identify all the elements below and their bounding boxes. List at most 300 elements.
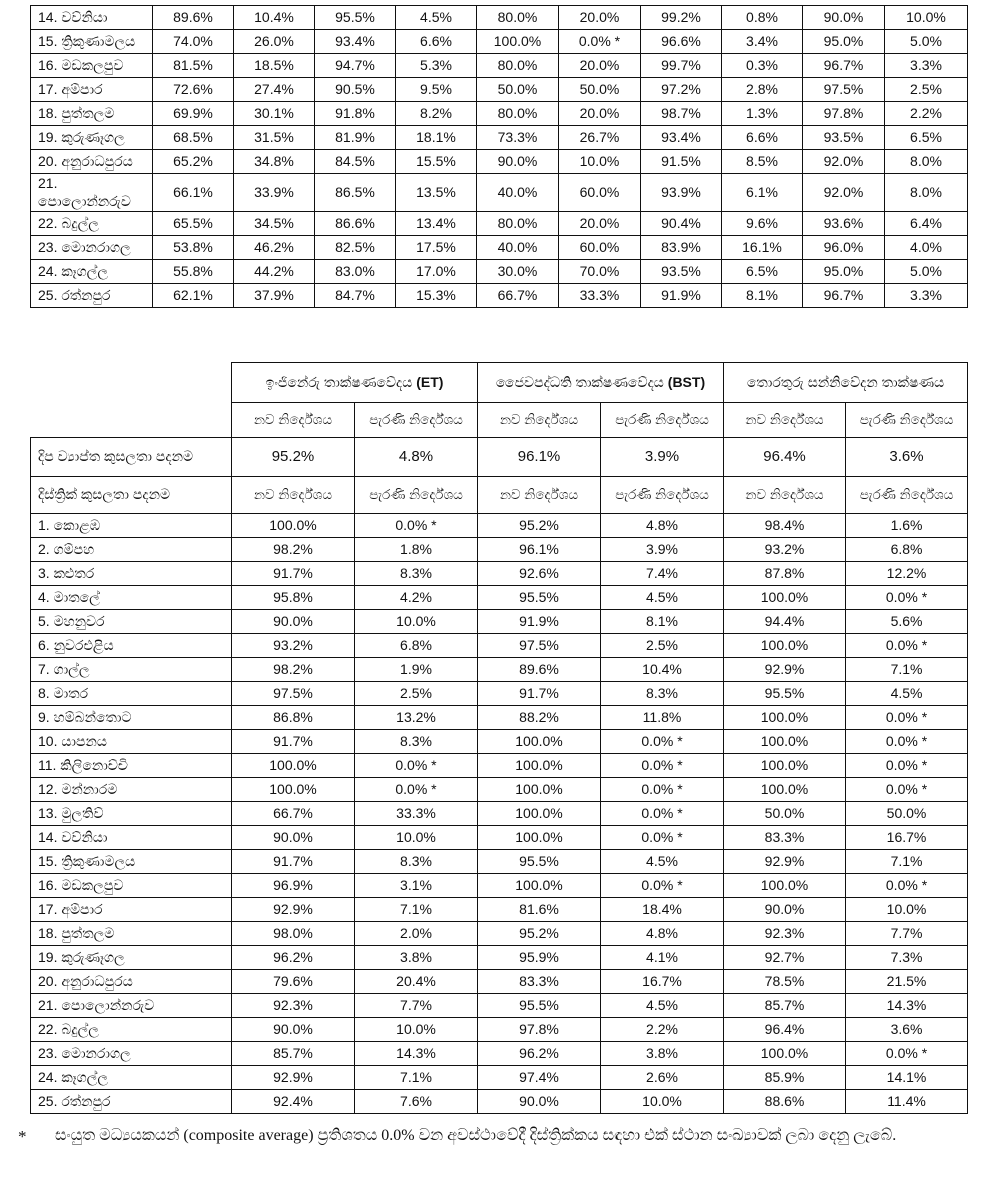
percentage-cell: 60.0% [559, 236, 641, 260]
percentage-cell: 33.9% [234, 174, 315, 212]
percentage-cell: 92.4% [232, 1090, 355, 1114]
percentage-cell: 7.3% [846, 946, 968, 970]
percentage-cell: 92.6% [478, 562, 601, 586]
percentage-cell: 90.0% [803, 6, 885, 30]
percentage-cell: 26.7% [559, 126, 641, 150]
percentage-cell: 10.0% [355, 826, 478, 850]
percentage-cell: 96.7% [803, 54, 885, 78]
district-name-cell: 11. කිලිනොච්චි [31, 754, 232, 778]
percentage-cell: 95.2% [478, 514, 601, 538]
percentage-cell: 6.6% [396, 30, 477, 54]
table-row [31, 610, 968, 634]
percentage-cell: 15.3% [396, 284, 477, 308]
percentage-cell: 88.6% [724, 1090, 846, 1114]
group-name: තොරතුරු සන්නිවේදන තාක්ෂණය [746, 373, 945, 390]
percentage-cell: 95.5% [478, 850, 601, 874]
table-row [31, 658, 968, 682]
district-name-cell: 8. මාතර [31, 682, 232, 706]
percentage-cell: 95.5% [478, 586, 601, 610]
percentage-cell: 0.0% * [601, 754, 724, 778]
district-name-cell: 18. පුත්තලම [31, 102, 153, 126]
percentage-cell: 91.8% [315, 102, 396, 126]
percentage-cell: 100.0% [232, 778, 355, 802]
district-name-cell: 14. වව්නියා [31, 6, 153, 30]
percentage-cell: 3.3% [885, 284, 968, 308]
percentage-cell: 8.1% [722, 284, 803, 308]
district-name-cell: 14. වව්නියා [31, 826, 232, 850]
percentage-cell: 90.0% [724, 898, 846, 922]
table-row [31, 634, 968, 658]
percentage-cell: 50.0% [477, 78, 559, 102]
district-name-cell: 17. අම්පාර [31, 898, 232, 922]
percentage-cell: 10.4% [234, 6, 315, 30]
percentage-cell: 73.3% [477, 126, 559, 150]
table-row [31, 260, 968, 284]
percentage-cell: 0.0% * [846, 754, 968, 778]
percentage-cell: 16.7% [601, 970, 724, 994]
percentage-cell: 97.4% [478, 1066, 601, 1090]
percentage-cell: 97.5% [478, 634, 601, 658]
percentage-cell: 100.0% [724, 754, 846, 778]
percentage-cell: 96.2% [478, 1042, 601, 1066]
percentage-cell: 5.0% [885, 260, 968, 284]
percentage-cell: 100.0% [478, 874, 601, 898]
percentage-cell: 85.9% [724, 1066, 846, 1090]
district-name-cell: 10. යාපනය [31, 730, 232, 754]
subheader-new-syllabus: නව නිර්දේශය [724, 403, 846, 438]
percentage-cell: 70.0% [559, 260, 641, 284]
percentage-cell: 13.2% [355, 706, 478, 730]
percentage-cell: 50.0% [559, 78, 641, 102]
percentage-cell: 6.6% [722, 126, 803, 150]
subheader-old-syllabus: පැරණි නිර්දේශය [355, 403, 478, 438]
percentage-cell: 10.0% [355, 1018, 478, 1042]
percentage-cell: 100.0% [478, 802, 601, 826]
percentage-cell: 96.1% [478, 538, 601, 562]
table-row [31, 826, 968, 850]
lower-table-body [31, 514, 968, 1114]
percentage-cell: 20.0% [559, 212, 641, 236]
percentage-cell: 40.0% [477, 174, 559, 212]
percentage-cell: 2.2% [601, 1018, 724, 1042]
lower-table-header-body [31, 363, 968, 514]
district-name-cell: 15. ත්‍රිකුණාමලය [31, 850, 232, 874]
percentage-cell: 7.7% [846, 922, 968, 946]
percentage-cell: 5.3% [396, 54, 477, 78]
percentage-cell: 92.9% [724, 850, 846, 874]
subheader-new-syllabus: නව නිර්දේශය [724, 477, 846, 514]
percentage-cell: 20.0% [559, 102, 641, 126]
table-row [31, 1042, 968, 1066]
percentage-cell: 40.0% [477, 236, 559, 260]
footnote-asterisk: * [18, 1127, 27, 1146]
header-blank-cell [31, 363, 232, 438]
subheader-new-syllabus: නව නිර්දේශය [478, 403, 601, 438]
district-name-cell: 25. රත්නපුර [31, 284, 153, 308]
district-name-cell: 21. පොලොන්නරුව [31, 174, 153, 212]
district-name-cell: 5. මහනුවර [31, 610, 232, 634]
percentage-cell: 1.3% [722, 102, 803, 126]
group-header-row [31, 363, 968, 403]
percentage-cell: 14.1% [846, 1066, 968, 1090]
district-name-cell: 16. මඩකලපුව [31, 54, 153, 78]
percentage-cell: 86.5% [315, 174, 396, 212]
percentage-cell: 90.0% [477, 150, 559, 174]
percentage-cell: 4.2% [355, 586, 478, 610]
table-row [31, 850, 968, 874]
percentage-cell: 15.5% [396, 150, 477, 174]
subheader-new-syllabus: නව නිර්දේශය [232, 477, 355, 514]
percentage-cell: 3.3% [885, 54, 968, 78]
percentage-cell: 92.9% [724, 658, 846, 682]
percentage-cell: 96.1% [478, 438, 601, 477]
subheader-old-syllabus: පැරණි නිර්දේශය [355, 477, 478, 514]
table-row [31, 898, 968, 922]
percentage-cell: 88.2% [478, 706, 601, 730]
percentage-cell: 2.6% [601, 1066, 724, 1090]
percentage-cell: 13.4% [396, 212, 477, 236]
district-name-cell: 4. මාතලේ [31, 586, 232, 610]
percentage-cell: 11.4% [846, 1090, 968, 1114]
percentage-cell: 18.4% [601, 898, 724, 922]
percentage-cell: 100.0% [478, 778, 601, 802]
percentage-cell: 8.2% [396, 102, 477, 126]
percentage-cell: 96.0% [803, 236, 885, 260]
percentage-cell: 6.4% [885, 212, 968, 236]
district-name-cell: 6. නුවරඑළිය [31, 634, 232, 658]
percentage-cell: 99.2% [641, 6, 722, 30]
percentage-cell: 46.2% [234, 236, 315, 260]
percentage-cell: 34.8% [234, 150, 315, 174]
percentage-cell: 3.4% [722, 30, 803, 54]
percentage-cell: 8.0% [885, 174, 968, 212]
table-row [31, 54, 968, 78]
subheader-old-syllabus: පැරණි නිර්දේශය [601, 477, 724, 514]
percentage-cell: 4.1% [601, 946, 724, 970]
percentage-cell: 98.0% [232, 922, 355, 946]
upper-results-table [30, 5, 968, 308]
percentage-cell: 91.9% [478, 610, 601, 634]
percentage-cell: 7.1% [355, 898, 478, 922]
percentage-cell: 100.0% [724, 706, 846, 730]
percentage-cell: 7.1% [846, 658, 968, 682]
table-row [31, 102, 968, 126]
percentage-cell: 91.9% [641, 284, 722, 308]
percentage-cell: 83.3% [478, 970, 601, 994]
percentage-cell: 93.5% [803, 126, 885, 150]
percentage-cell: 92.9% [232, 1066, 355, 1090]
percentage-cell: 91.7% [232, 562, 355, 586]
percentage-cell: 90.5% [315, 78, 396, 102]
percentage-cell: 60.0% [559, 174, 641, 212]
percentage-cell: 18.5% [234, 54, 315, 78]
percentage-cell: 8.3% [355, 850, 478, 874]
table-row [31, 1066, 968, 1090]
percentage-cell: 97.5% [803, 78, 885, 102]
district-name-cell: 15. ත්‍රිකුණාමලය [31, 30, 153, 54]
district-name-cell: 24. කෑගල්ල [31, 260, 153, 284]
district-name-cell: 22. බදුල්ල [31, 1018, 232, 1042]
district-name-cell: 13. මුලතිව් [31, 802, 232, 826]
percentage-cell: 16.7% [846, 826, 968, 850]
table-row [31, 706, 968, 730]
percentage-cell: 27.4% [234, 78, 315, 102]
percentage-cell: 93.6% [803, 212, 885, 236]
district-name-cell: 23. මොනරාගල [31, 236, 153, 260]
district-name-cell: 25. රත්නපුර [31, 1090, 232, 1114]
percentage-cell: 62.1% [153, 284, 234, 308]
percentage-cell: 83.0% [315, 260, 396, 284]
percentage-cell: 8.5% [722, 150, 803, 174]
islandwide-label: දිප ව්‍යාප්ත කුසලතා පදනම [31, 438, 232, 477]
percentage-cell: 95.5% [315, 6, 396, 30]
percentage-cell: 10.0% [885, 6, 968, 30]
percentage-cell: 53.8% [153, 236, 234, 260]
district-name-cell: 7. ගාල්ල [31, 658, 232, 682]
percentage-cell: 86.8% [232, 706, 355, 730]
district-basis-label: දිස්ත්‍රික් කුසලතා පදනම [31, 477, 232, 514]
table-row [31, 754, 968, 778]
percentage-cell: 82.5% [315, 236, 396, 260]
percentage-cell: 83.9% [641, 236, 722, 260]
district-name-cell: 19. කුරුණෑගල [31, 126, 153, 150]
table-row [31, 284, 968, 308]
percentage-cell: 93.2% [724, 538, 846, 562]
percentage-cell: 3.8% [601, 1042, 724, 1066]
percentage-cell: 84.7% [315, 284, 396, 308]
percentage-cell: 20.4% [355, 970, 478, 994]
percentage-cell: 0.0% * [846, 874, 968, 898]
percentage-cell: 4.5% [601, 994, 724, 1018]
district-name-cell: 24. කෑගල්ල [31, 1066, 232, 1090]
percentage-cell: 4.0% [885, 236, 968, 260]
group-code: (ET) [416, 373, 444, 390]
percentage-cell: 95.2% [232, 438, 355, 477]
percentage-cell: 100.0% [724, 730, 846, 754]
percentage-cell: 100.0% [232, 514, 355, 538]
subheader-new-syllabus: නව නිර්දේශය [478, 477, 601, 514]
footnote [18, 1122, 948, 1152]
percentage-cell: 93.5% [641, 260, 722, 284]
percentage-cell: 3.9% [601, 438, 724, 477]
percentage-cell: 97.5% [232, 682, 355, 706]
percentage-cell: 30.0% [477, 260, 559, 284]
group-header-et [232, 363, 478, 403]
percentage-cell: 79.6% [232, 970, 355, 994]
percentage-cell: 66.7% [232, 802, 355, 826]
percentage-cell: 8.0% [885, 150, 968, 174]
percentage-cell: 12.2% [846, 562, 968, 586]
percentage-cell: 4.5% [601, 586, 724, 610]
percentage-cell: 7.7% [355, 994, 478, 1018]
percentage-cell: 3.1% [355, 874, 478, 898]
district-name-cell: 21. පොලොන්නරුව [31, 994, 232, 1018]
table-row [31, 30, 968, 54]
percentage-cell: 98.2% [232, 658, 355, 682]
percentage-cell: 66.1% [153, 174, 234, 212]
percentage-cell: 91.7% [478, 682, 601, 706]
percentage-cell: 99.7% [641, 54, 722, 78]
percentage-cell: 92.9% [232, 898, 355, 922]
percentage-cell: 0.0% * [846, 586, 968, 610]
percentage-cell: 81.6% [478, 898, 601, 922]
subheader-new-syllabus: නව නිර්දේශය [232, 403, 355, 438]
district-name-cell: 20. අනුරාධපුරය [31, 150, 153, 174]
percentage-cell: 9.6% [722, 212, 803, 236]
percentage-cell: 34.5% [234, 212, 315, 236]
percentage-cell: 30.1% [234, 102, 315, 126]
district-name-cell: 9. හම්බන්තොට [31, 706, 232, 730]
percentage-cell: 6.1% [722, 174, 803, 212]
percentage-cell: 94.7% [315, 54, 396, 78]
percentage-cell: 100.0% [232, 754, 355, 778]
percentage-cell: 2.0% [355, 922, 478, 946]
percentage-cell: 7.6% [355, 1090, 478, 1114]
percentage-cell: 8.3% [601, 682, 724, 706]
percentage-cell: 3.8% [355, 946, 478, 970]
percentage-cell: 0.0% * [846, 706, 968, 730]
percentage-cell: 80.0% [477, 6, 559, 30]
percentage-cell: 13.5% [396, 174, 477, 212]
percentage-cell: 6.8% [355, 634, 478, 658]
percentage-cell: 9.5% [396, 78, 477, 102]
percentage-cell: 6.5% [885, 126, 968, 150]
percentage-cell: 37.9% [234, 284, 315, 308]
percentage-cell: 85.7% [232, 1042, 355, 1066]
percentage-cell: 0.0% * [559, 30, 641, 54]
district-name-cell: 18. පුත්තලම [31, 922, 232, 946]
percentage-cell: 95.8% [232, 586, 355, 610]
table-row [31, 174, 968, 212]
percentage-cell: 18.1% [396, 126, 477, 150]
percentage-cell: 33.3% [355, 802, 478, 826]
percentage-cell: 20.0% [559, 6, 641, 30]
percentage-cell: 96.7% [803, 284, 885, 308]
percentage-cell: 4.8% [601, 922, 724, 946]
percentage-cell: 10.4% [601, 658, 724, 682]
district-name-cell: 19. කුරුණෑගල [31, 946, 232, 970]
percentage-cell: 66.7% [477, 284, 559, 308]
percentage-cell: 92.0% [803, 150, 885, 174]
percentage-cell: 100.0% [478, 826, 601, 850]
district-name-cell: 12. මන්නාරම [31, 778, 232, 802]
percentage-cell: 93.4% [641, 126, 722, 150]
percentage-cell: 80.0% [477, 102, 559, 126]
percentage-cell: 90.0% [232, 610, 355, 634]
percentage-cell: 10.0% [846, 898, 968, 922]
percentage-cell: 14.3% [846, 994, 968, 1018]
percentage-cell: 65.5% [153, 212, 234, 236]
percentage-cell: 44.2% [234, 260, 315, 284]
district-name-cell: 20. අනුරාධපුරය [31, 970, 232, 994]
district-basis-header-row [31, 477, 968, 514]
percentage-cell: 95.2% [478, 922, 601, 946]
percentage-cell: 16.1% [722, 236, 803, 260]
percentage-cell: 0.0% * [601, 802, 724, 826]
percentage-cell: 0.0% * [355, 754, 478, 778]
percentage-cell: 97.8% [803, 102, 885, 126]
table-row [31, 1018, 968, 1042]
percentage-cell: 100.0% [478, 754, 601, 778]
percentage-cell: 17.0% [396, 260, 477, 284]
percentage-cell: 31.5% [234, 126, 315, 150]
percentage-cell: 92.3% [232, 994, 355, 1018]
percentage-cell: 68.5% [153, 126, 234, 150]
percentage-cell: 26.0% [234, 30, 315, 54]
percentage-cell: 65.2% [153, 150, 234, 174]
percentage-cell: 0.0% * [601, 778, 724, 802]
percentage-cell: 100.0% [724, 874, 846, 898]
district-name-cell: 22. බදුල්ල [31, 212, 153, 236]
percentage-cell: 4.5% [396, 6, 477, 30]
footnote-text: සංයුත මධ්‍යයකයන් (composite average) ප්‍රතිශතය 0.0% වන අවස්ථාවේදී දිස්ත්‍රික්කය සඳහා එක් ස්ථාන සංඛ්‍යාවක් ලබා දෙනු ලැබේ. [55, 1127, 897, 1144]
percentage-cell: 3.9% [601, 538, 724, 562]
percentage-cell: 4.8% [355, 438, 478, 477]
percentage-cell: 33.3% [559, 284, 641, 308]
percentage-cell: 81.9% [315, 126, 396, 150]
percentage-cell: 3.6% [846, 438, 968, 477]
percentage-cell: 96.2% [232, 946, 355, 970]
table-row [31, 778, 968, 802]
table-row [31, 514, 968, 538]
percentage-cell: 1.6% [846, 514, 968, 538]
group-header-bst [478, 363, 724, 403]
percentage-cell: 100.0% [477, 30, 559, 54]
table-row [31, 994, 968, 1018]
table-row [31, 922, 968, 946]
percentage-cell: 2.5% [885, 78, 968, 102]
percentage-cell: 98.7% [641, 102, 722, 126]
percentage-cell: 11.8% [601, 706, 724, 730]
table-row [31, 970, 968, 994]
percentage-cell: 89.6% [478, 658, 601, 682]
percentage-cell: 6.8% [846, 538, 968, 562]
percentage-cell: 6.5% [722, 260, 803, 284]
percentage-cell: 14.3% [355, 1042, 478, 1066]
percentage-cell: 0.0% * [601, 730, 724, 754]
percentage-cell: 85.7% [724, 994, 846, 1018]
table-row [31, 682, 968, 706]
percentage-cell: 0.0% * [846, 1042, 968, 1066]
percentage-cell: 80.0% [477, 212, 559, 236]
percentage-cell: 87.8% [724, 562, 846, 586]
table-row [31, 236, 968, 260]
percentage-cell: 91.5% [641, 150, 722, 174]
group-code: (BST) [667, 373, 706, 390]
percentage-cell: 90.0% [232, 826, 355, 850]
percentage-cell: 4.5% [601, 850, 724, 874]
percentage-cell: 7.1% [355, 1066, 478, 1090]
percentage-cell: 92.0% [803, 174, 885, 212]
percentage-cell: 0.0% * [846, 634, 968, 658]
percentage-cell: 2.8% [722, 78, 803, 102]
percentage-cell: 50.0% [724, 802, 846, 826]
percentage-cell: 2.5% [355, 682, 478, 706]
percentage-cell: 92.7% [724, 946, 846, 970]
percentage-cell: 0.8% [722, 6, 803, 30]
percentage-cell: 93.9% [641, 174, 722, 212]
table-row [31, 802, 968, 826]
percentage-cell: 90.4% [641, 212, 722, 236]
percentage-cell: 0.3% [722, 54, 803, 78]
percentage-cell: 100.0% [724, 634, 846, 658]
percentage-cell: 89.6% [153, 6, 234, 30]
table-row [31, 562, 968, 586]
percentage-cell: 86.6% [315, 212, 396, 236]
table-row [31, 212, 968, 236]
percentage-cell: 100.0% [724, 1042, 846, 1066]
percentage-cell: 100.0% [724, 586, 846, 610]
